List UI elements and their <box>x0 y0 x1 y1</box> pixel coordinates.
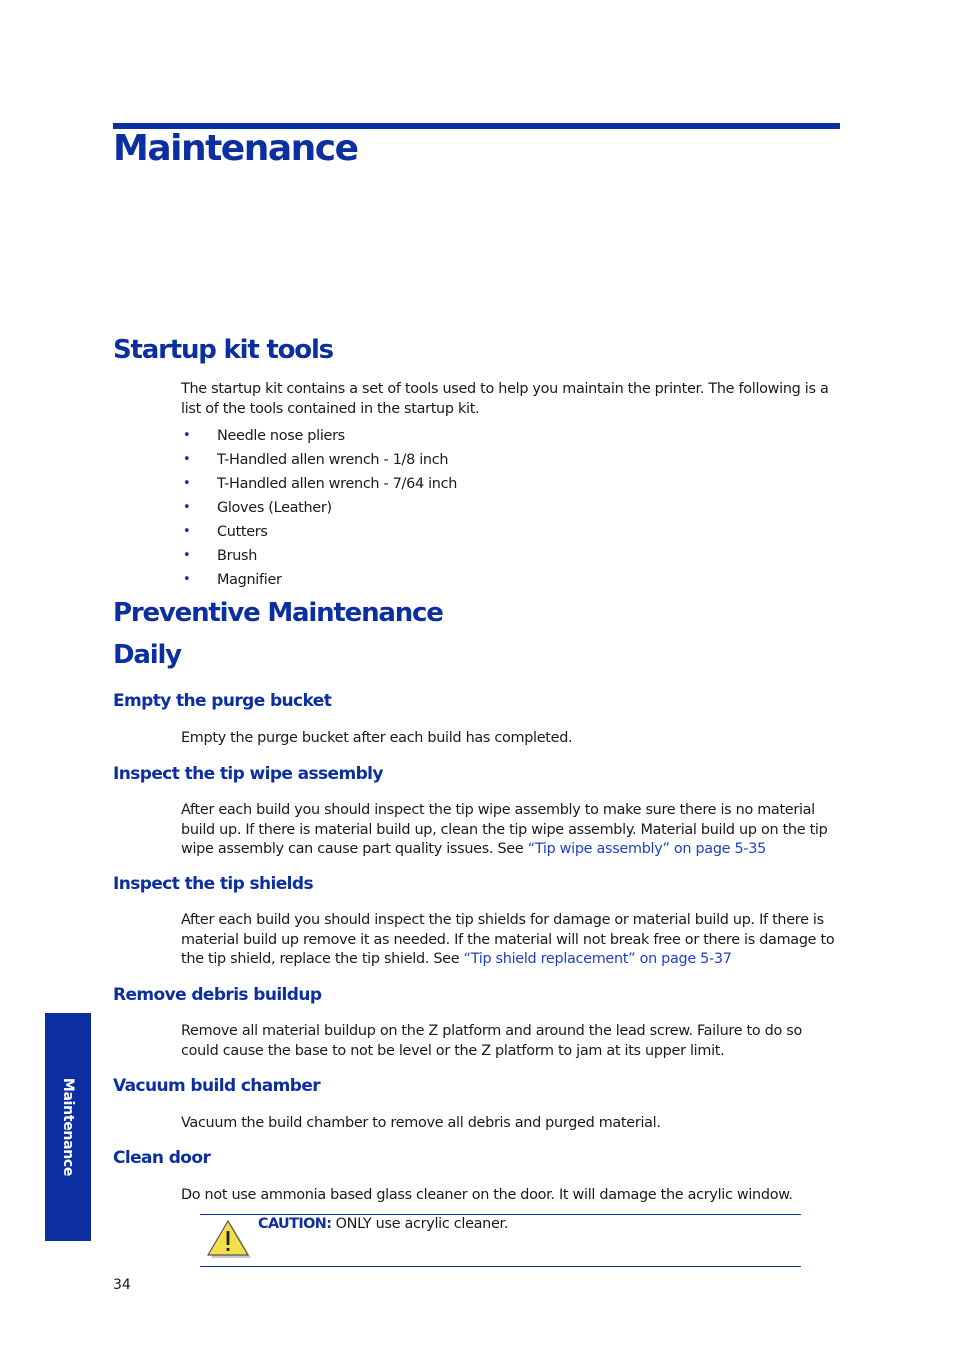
side-tab-label: Maintenance <box>60 1077 76 1177</box>
caution-bottom-rule <box>200 1266 801 1267</box>
task-heading-inspect-tip-wipe: Inspect the tip wipe assembly <box>113 764 383 784</box>
task-heading-vacuum-build-chamber: Vacuum build chamber <box>113 1076 321 1096</box>
startup-kit-intro: The startup kit contains a set of tools used to help you maintain the printer. The following is a list of the tools contained in the startup kit. <box>181 381 829 417</box>
bullet-icon: • <box>183 524 191 539</box>
tip-shield-replacement-link[interactable]: “Tip shield replacement” on page 5-37 <box>463 951 732 967</box>
bullet-icon: • <box>183 452 191 467</box>
task-text-vacuum-build-chamber: Vacuum the build chamber to remove all debris and purged material. <box>181 1115 661 1131</box>
tip-wipe-assembly-link[interactable]: “Tip wipe assembly” on page 5-35 <box>527 841 766 857</box>
task-heading-empty-purge-bucket: Empty the purge bucket <box>113 691 332 711</box>
task-text-inspect-tip-shields: After each build you should inspect the tip shields for damage or material build up. If there is material build up remove it as needed. If the material will not break free or there is damage to the tip shield, replace the tip shield. See “Tip shield replacement” on page 5-37 <box>181 912 835 967</box>
chapter-side-tab <box>45 1013 91 1241</box>
bullet-icon: • <box>183 428 191 443</box>
task-text-inspect-tip-wipe: After each build you should inspect the tip wipe assembly to make sure there is no material build up. If there is material build up, clean the tip wipe assembly. Material build up on the tip wipe assembly can cause part quality issues. See “Tip wipe assembly” on page 5-35 <box>181 802 828 857</box>
task-heading-inspect-tip-shields: Inspect the tip shields <box>113 874 313 894</box>
chapter-title: Maintenance <box>113 128 358 169</box>
bullet-icon: • <box>183 548 191 563</box>
bullet-icon: • <box>183 500 191 515</box>
page-number: 34 <box>113 1277 131 1293</box>
bullet-icon: • <box>183 572 191 587</box>
caution-label: CAUTION: <box>258 1216 332 1232</box>
task-text-empty-purge-bucket: Empty the purge bucket after each build has completed. <box>181 730 573 746</box>
task-text-remove-debris: Remove all material buildup on the Z platform and around the lead screw. Failure to do so could cause the base to not be level or the Z platform to jam at its upper limit. <box>181 1023 802 1059</box>
warning-triangle-icon <box>206 1219 254 1261</box>
section-title-startup-kit: Startup kit tools <box>113 335 333 365</box>
task-heading-clean-door: Clean door <box>113 1148 211 1168</box>
task-heading-remove-debris: Remove debris buildup <box>113 985 322 1005</box>
task-text-clean-door: Do not use ammonia based glass cleaner on the door. It will damage the acrylic window. <box>181 1187 793 1203</box>
caution-top-rule <box>200 1214 801 1215</box>
section-title-preventive-maintenance: Preventive Maintenance <box>113 598 443 628</box>
bullet-icon: • <box>183 476 191 491</box>
subsection-title-daily: Daily <box>113 640 181 670</box>
caution-note: CAUTION: ONLY use acrylic cleaner. <box>258 1216 509 1232</box>
